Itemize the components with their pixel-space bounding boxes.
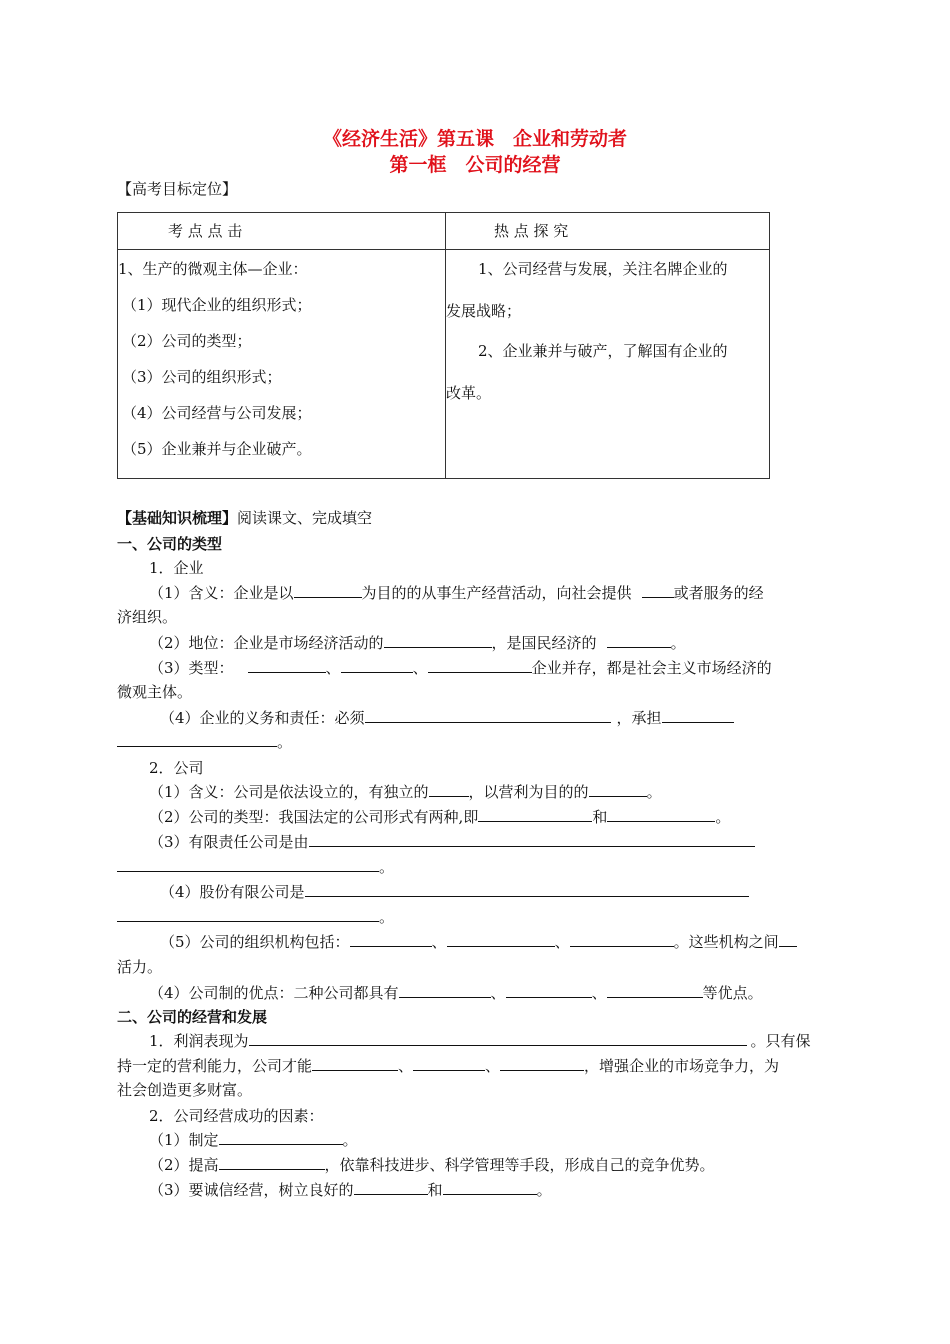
blank[interactable] [443,1179,537,1195]
p1-s1-2: （2）地位：企业是市场经济活动的 ，是国民经济的 。 [149,634,686,652]
p2-s2-2: （2）提高 ，依靠科技进步、科学管理等手段，形成自己的竞争优势。 [149,1156,715,1174]
p1-s1-3-cont: 微观主体。 [117,683,193,701]
p1-s2-6: （4）公司制的优点：二种公司都具有 、 、 等优点。 [149,984,763,1002]
blank[interactable] [500,1055,584,1071]
basics-heading [117,507,372,529]
blank[interactable] [305,881,749,897]
col1-item: （2）公司的类型； [122,332,252,350]
blank[interactable] [607,982,703,998]
blank[interactable] [117,856,379,872]
blank[interactable] [779,931,797,947]
col2-line: 1、公司经营与发展，关注名牌企业的 [478,260,728,278]
p2-s2-1: （1）制定 。 [149,1131,358,1149]
blank[interactable] [219,1154,325,1170]
blank[interactable] [428,657,532,673]
col1-item: （1）现代企业的组织形式； [122,296,312,314]
blank[interactable] [350,931,432,947]
blank[interactable] [249,1030,747,1046]
blank[interactable] [607,806,715,822]
blank[interactable] [294,582,362,598]
blank[interactable] [117,731,277,747]
p1-s2-4: （4）股份有限公司是 [160,881,749,903]
col1-item: （3）公司的组织形式； [122,368,282,386]
p1-s2-3: （3）有限责任公司是由 [149,831,755,853]
doc-title-line2: 第一框 公司的经营 [389,154,561,176]
blank[interactable] [341,657,413,673]
p1-s1-4: （4）企业的义务和责任：必须 ，承担 [160,707,734,729]
col2-header: 热 点 探 究 [494,222,569,240]
p1-s1-4-cont: 。 [117,731,292,753]
blank[interactable] [447,931,555,947]
goal-table [117,212,770,479]
part2-s2-title: 2．公司经营成功的因素： [149,1107,324,1125]
blank[interactable] [248,657,326,673]
col1-cell [118,250,446,479]
p2-s1-cont2: 社会创造更多财富。 [117,1081,253,1099]
col2-line: 发展战略； [446,302,522,320]
p1-s1-3: （3）类型： 、 、 企业并存，都是社会主义市场经济的 [149,659,772,677]
part1-s1-title: 1．企业 [149,559,204,577]
col2-line: 改革。 [446,384,492,402]
basics-heading-rest: 阅读课文、完成填空 [237,509,373,527]
blank[interactable] [219,1129,343,1145]
col2-cell [446,250,770,479]
part1-s2-title: 2．公司 [149,759,204,777]
blank[interactable] [642,582,674,598]
p2-s1-cont1: 持一定的营利能力，公司才能 、 、 ，增强企业的市场竞争力，为 [117,1057,780,1075]
p1-s2-5: （5）公司的组织机构包括： 、 、 。这些机构之间 [160,931,797,953]
p1-s1-1-cont: 济组织。 [117,608,178,626]
p1-s2-1: （1）含义：公司是依法设立的，有独立的 ，以营利为目的的 。 [149,783,662,801]
p1-s2-5-cont: 活力。 [117,958,163,976]
p1-s2-3-cont: 。 [117,856,394,878]
p2-s1: 1．利润表现为 。只有保 [149,1032,811,1050]
blank[interactable] [570,931,674,947]
basics-heading-bold: 【基础知识梳理】 [117,509,238,527]
blank[interactable] [365,707,611,723]
blank[interactable] [117,906,379,922]
goal-heading: 【高考目标定位】 [117,180,238,198]
blank[interactable] [399,982,491,998]
blank[interactable] [506,982,592,998]
part1-heading: 一、公司的类型 [117,535,223,553]
p1-s1-1: （1）含义：企业是以 为目的的从事生产经营活动，向社会提供 或者服务的经 [149,584,764,602]
p1-s2-2: （2）公司的类型：我国法定的公司形式有两种,即 和 。 [149,808,731,826]
blank[interactable] [354,1179,428,1195]
col2-line: 2、企业兼并与破产，了解国有企业的 [478,342,728,360]
blank[interactable] [312,1055,398,1071]
col1-header: 考 点 点 击 [168,222,243,240]
blank[interactable] [429,781,469,797]
blank[interactable] [413,1055,485,1071]
blank[interactable] [384,632,492,648]
blank[interactable] [589,781,647,797]
blank[interactable] [478,806,592,822]
col1-item: （5）企业兼并与企业破产。 [122,440,312,458]
p1-s2-4-cont: 。 [117,906,394,928]
col1-item: （4）公司经营与公司发展； [122,404,312,422]
col1-item: 1、生产的微观主体—企业： [118,260,308,278]
part2-heading: 二、公司的经营和发展 [117,1008,268,1026]
blank[interactable] [607,632,671,648]
p2-s2-3: （3）要诚信经营，树立良好的 和 。 [149,1181,552,1199]
doc-title-line1: 《经济生活》第五课 企业和劳动者 [322,128,627,150]
blank[interactable] [662,707,734,723]
blank[interactable] [309,831,755,847]
